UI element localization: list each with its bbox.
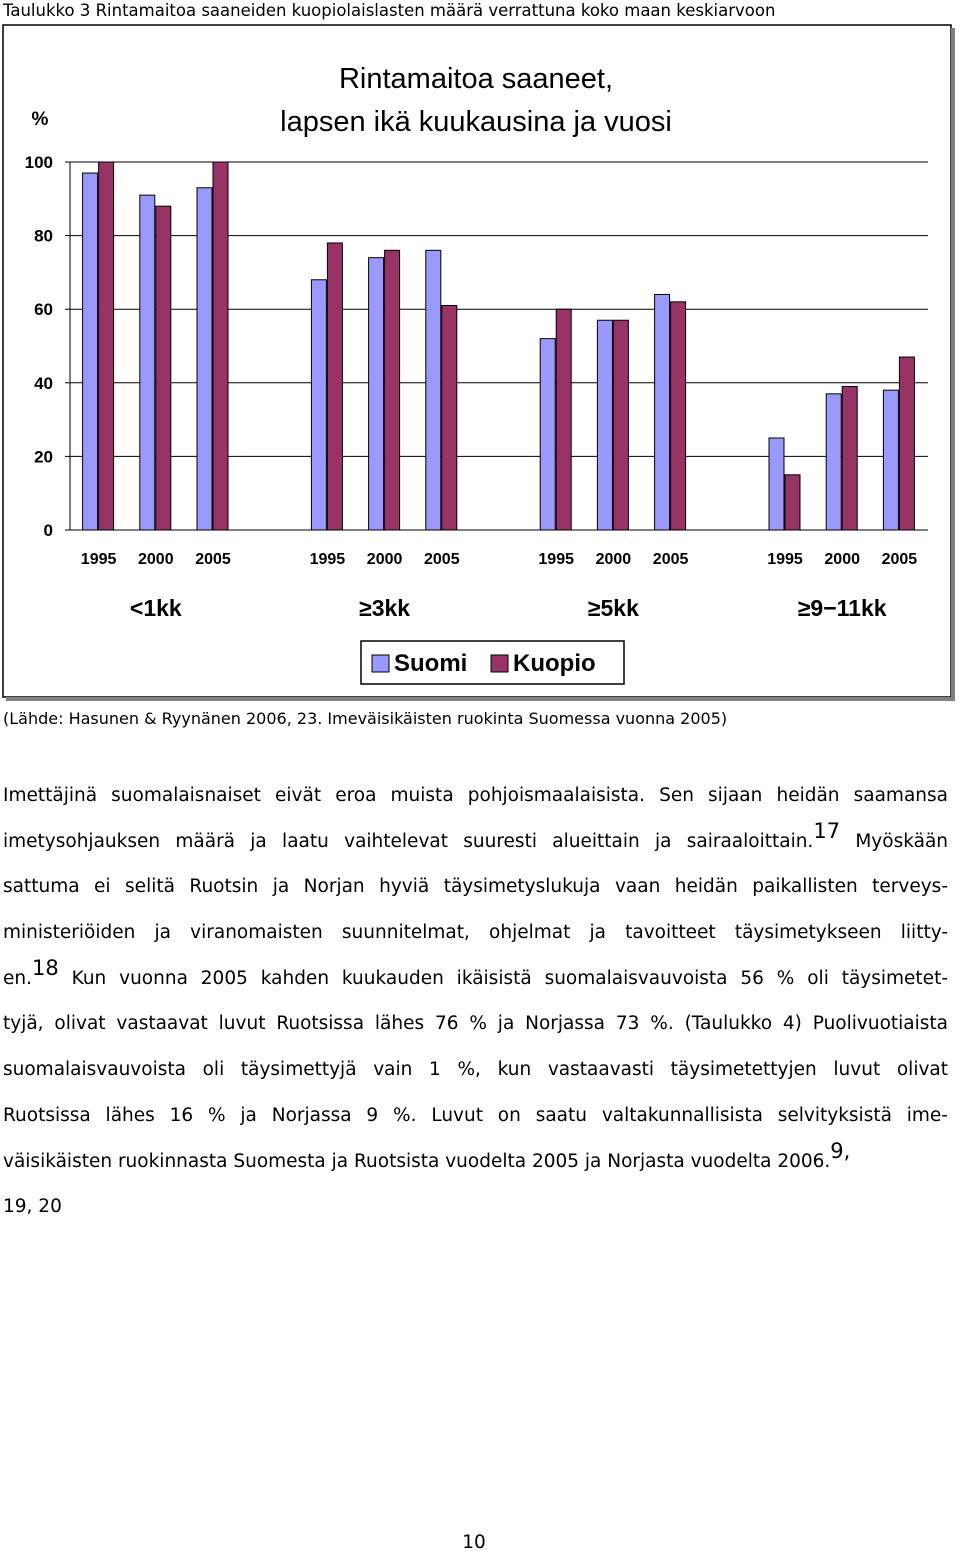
body-line: Imettäjinä suomalaisnaiset eivät eroa muista pohjoismaalaisista. Sen sijaan heidän saamansa [3, 785, 948, 806]
y-axis-label: % [31, 109, 49, 130]
x-tick-label: 2000 [138, 551, 174, 568]
bar-suomi [83, 173, 98, 530]
y-tick-label: 100 [24, 153, 53, 172]
bar-suomi [655, 294, 670, 530]
bar-kuopio [99, 162, 114, 530]
chart-title-line: lapsen ikä kuukausina ja vuosi [280, 106, 672, 138]
source-note: (Lähde: Hasunen & Ryynänen 2006, 23. Imeväisikäisten ruokinta Suomessa vuonna 2005) [3, 709, 728, 728]
legend-swatch-suomi [372, 655, 389, 672]
group-label: ≥9−11kk [797, 595, 887, 621]
body-text-segment: en. [3, 967, 32, 989]
bar-kuopio [385, 250, 400, 530]
bar-suomi [369, 258, 384, 530]
y-tick-label: 0 [43, 521, 53, 540]
page-number: 10 [462, 1532, 486, 1553]
bar-kuopio [327, 243, 342, 530]
group-label: <1kk [129, 595, 182, 621]
x-tick-label: 2005 [195, 551, 231, 568]
bar-kuopio [842, 386, 857, 530]
group-label: ≥3kk [359, 595, 411, 621]
body-line [3, 1139, 948, 1185]
x-tick-label: 2000 [595, 551, 632, 568]
body-text-segment: väisikäisten ruokinnasta Suomesta ja Ruotsista vuodelta 2005 ja Norjasta vuodelta 2006. [3, 1150, 831, 1172]
body-line: tyjä, olivat vastaavat luvut Ruotsissa lähes 76 % ja Norjassa 73 %. (Taulukko 4) Puolivuotiaista [3, 1013, 948, 1035]
body-text-segment: imetysohjauksen määrä ja laatu vaihtelevat suuresti alueittain ja sairaaloittain. [3, 830, 814, 852]
chart-shadow [6, 697, 955, 701]
footnote-ref: 18 [32, 955, 59, 980]
bar-kuopio [213, 162, 228, 530]
legend-label-kuopio: Kuopio [513, 650, 596, 677]
y-tick-label: 40 [34, 373, 53, 393]
bar-suomi [597, 320, 612, 530]
body-line: sattuma ei selitä Ruotsin ja Norjan hyviä täysimetyslukuja vaan heidän paikallisten terveys- [3, 876, 948, 898]
body-line [3, 956, 948, 1002]
body-line: suomalaisvauvoista oli täysimettyjä vain 1 %, kun vastaavasti täysimetettyjen luvut olivat [3, 1059, 948, 1081]
bar-kuopio [785, 475, 800, 530]
bar-suomi [197, 188, 212, 530]
breastfeeding-bar-chart [2, 24, 956, 702]
table-caption: Taulukko 3 Rintamaitoa saaneiden kuopiolaislasten määrä verrattuna koko maan keskiarvoon [3, 1, 776, 20]
x-tick-label: 2005 [881, 551, 918, 568]
bar-kuopio [671, 302, 686, 530]
body-line: Ruotsissa lähes 16 % ja Norjassa 9 %. Luvut on saatu valtakunnallisista selvityksistä ime- [3, 1104, 948, 1126]
bar-suomi [883, 390, 898, 530]
bar-kuopio [442, 306, 457, 530]
bar-kuopio [556, 309, 571, 530]
x-tick-label: 1995 [767, 551, 803, 568]
group-label: ≥5kk [587, 595, 639, 621]
bar-suomi [769, 438, 784, 530]
chart-shadow [951, 28, 955, 701]
legend-label-suomi: Suomi [394, 650, 468, 677]
bar-kuopio [613, 320, 628, 530]
body-line: 19, 20 [3, 1196, 62, 1218]
x-tick-label: 2000 [824, 551, 860, 568]
bar-suomi [140, 195, 155, 530]
y-tick-label: 20 [34, 447, 53, 467]
chart-frame [2, 24, 956, 702]
body-text-segment: Kun vuonna 2005 kahden kuukauden ikäisistä suomalaisvauvoista 56 % oli täysimetet- [58, 967, 948, 989]
y-tick-label: 80 [34, 226, 53, 246]
bar-suomi [426, 250, 441, 530]
x-tick-label: 2000 [366, 551, 403, 568]
body-line [3, 819, 948, 865]
bar-kuopio [899, 357, 914, 530]
x-tick-label: 1995 [309, 551, 346, 568]
bar-suomi [826, 394, 841, 530]
chart-title-line: Rintamaitoa saaneet, [338, 63, 614, 95]
x-tick-label: 2005 [424, 551, 460, 568]
body-line: ministeriöiden ja viranomaisten suunnitelmat, ohjelmat ja tavoitteet täysimetykseen liitty- [3, 922, 948, 944]
footnote-ref: 9, [830, 1138, 851, 1163]
body-text-segment: Myöskään [840, 830, 949, 852]
x-tick-label: 2005 [652, 551, 689, 568]
body-paragraph [3, 773, 948, 1230]
y-tick-label: 60 [34, 300, 53, 320]
bar-suomi [311, 280, 326, 530]
x-tick-label: 1995 [538, 551, 574, 568]
bar-kuopio [156, 206, 171, 530]
footnote-ref: 17 [813, 818, 841, 843]
legend-swatch-kuopio [491, 655, 508, 672]
x-tick-label: 1995 [80, 551, 117, 568]
bar-suomi [540, 339, 555, 530]
